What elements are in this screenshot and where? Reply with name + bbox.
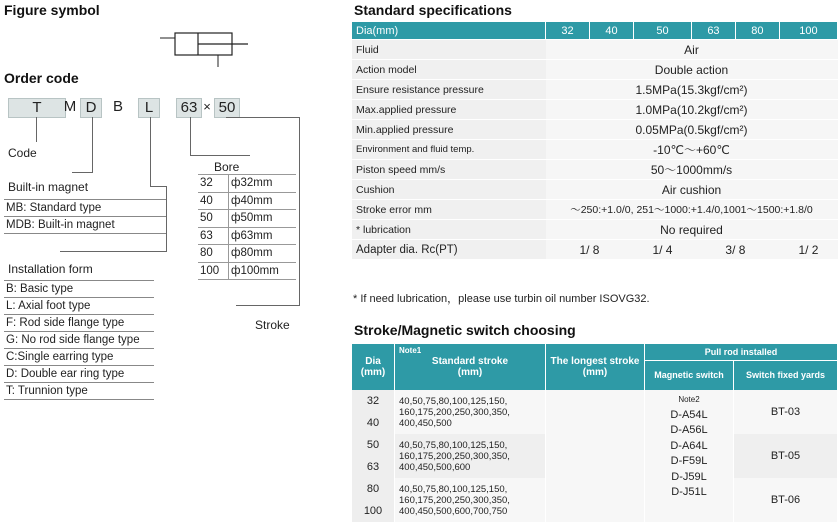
switch-model: D-J59L <box>671 470 707 483</box>
spec-label: Min.applied pressure <box>352 120 546 140</box>
spec-label: Stroke error mm <box>352 200 546 220</box>
spec-label: Max.applied pressure <box>352 100 546 120</box>
yards-cell: BT-06 <box>734 478 838 522</box>
spec-label: Environment and fluid temp. <box>352 140 546 160</box>
switch-header-pull: Pull rod installed <box>645 344 838 360</box>
install-item: B: Basic type <box>4 280 154 297</box>
bore-size: 80 <box>198 245 229 263</box>
bore-dia: ф80mm <box>229 245 297 263</box>
install-item: T: Trunnion type <box>4 382 154 400</box>
bore-dia: ф63mm <box>229 227 297 245</box>
code-T: T <box>8 98 66 118</box>
install-item: F: Rod side flange type <box>4 314 154 331</box>
spec-label: Piston speed mm/s <box>352 160 546 180</box>
adapter-value: 1/ 8 <box>546 240 634 260</box>
code-bore: 63 <box>176 98 202 118</box>
note1-label: Note1 <box>399 346 422 355</box>
dia-cell: 32 <box>352 390 395 412</box>
spec-header: 100 <box>779 22 837 40</box>
spec-value: No required <box>546 220 838 240</box>
switch-table <box>352 344 838 522</box>
note2-label: Note2 <box>678 395 700 404</box>
figure-symbol-title: Figure symbol <box>4 2 100 18</box>
install-item: D: Double ear ring type <box>4 365 154 382</box>
install-item: L: Axial foot type <box>4 297 154 314</box>
switch-header-longest: The longest stroke (mm) <box>546 344 645 390</box>
spec-title: Standard specifications <box>354 2 512 18</box>
dia-cell: 100 <box>352 500 395 522</box>
mb-type: MB: Standard type <box>6 202 102 214</box>
dia-cell: 63 <box>352 456 395 478</box>
spec-value: ～250:+1.0/0, 251～1000:+1.4/0,1001～1500:+1.8/0 <box>546 200 838 220</box>
bore-size: 100 <box>198 262 229 280</box>
code-label: Code <box>8 146 37 160</box>
spec-label: Ensure resistance pressure <box>352 80 546 100</box>
switch-model: D-A54L <box>670 408 708 421</box>
spec-label: Adapter dia. Rc(PT) <box>352 240 546 260</box>
spec-value: Double action <box>546 60 838 80</box>
line-code <box>36 117 37 142</box>
install-item: G: No rod side flange type <box>4 331 154 348</box>
spec-value: Air cushion <box>546 180 838 200</box>
spec-value: 1.0MPa(10.2kgf/cm²) <box>546 100 838 120</box>
cylinder-symbol <box>160 26 250 76</box>
switch-header-standard <box>395 344 546 390</box>
spec-header: 32 <box>546 22 590 40</box>
builtin-magnet-label: Built-in magnet <box>8 180 89 194</box>
switch-title: Stroke/Magnetic switch choosing <box>354 322 576 338</box>
bore-label: Bore <box>214 160 240 174</box>
spec-label: Fluid <box>352 40 546 60</box>
bore-size: 40 <box>198 192 229 210</box>
adapter-value: 1/ 2 <box>779 240 837 260</box>
code-times: × <box>203 99 211 114</box>
code-B: B <box>112 98 123 115</box>
standard-stroke-label: Standard stroke (mm) <box>431 356 509 378</box>
stroke-cell: 40,50,75,80,100,125,150, 160,175,200,250,300,350, 400,450,500 <box>395 390 546 434</box>
stroke-label: Stroke <box>255 318 290 332</box>
spec-value: 0.05MPa(0.5kgf/cm²) <box>546 120 838 140</box>
yards-cell: BT-03 <box>734 390 838 434</box>
magnetic-switch-list <box>645 390 734 522</box>
switch-header-dia: Dia (mm) <box>352 344 395 390</box>
bore-dia: ф40mm <box>229 192 297 210</box>
bore-size: 32 <box>198 175 229 193</box>
dia-cell: 50 <box>352 434 395 456</box>
yards-cell: BT-05 <box>734 434 838 478</box>
order-code-title: Order code <box>4 70 79 86</box>
bore-size: 50 <box>198 210 229 228</box>
spec-header: 80 <box>735 22 779 40</box>
spec-header-dia: Dia(mm) <box>352 22 546 40</box>
dia-cell: 40 <box>352 412 395 434</box>
spec-table <box>352 22 838 260</box>
spec-value: 1.5MPa(15.3kgf/cm²) <box>546 80 838 100</box>
spec-value: Air <box>546 40 838 60</box>
switch-model: D-J51L <box>671 486 707 498</box>
stroke-cell: 40,50,75,80,100,125,150, 160,175,200,250,300,350, 400,450,500,600 <box>395 434 546 478</box>
install-item: C:Single earring type <box>4 348 154 365</box>
spec-header: 40 <box>589 22 633 40</box>
bore-dia: ф50mm <box>229 210 297 228</box>
installation-form-label: Installation form <box>8 262 93 276</box>
bore-dia: ф100mm <box>229 262 297 280</box>
code-L: L <box>138 98 160 118</box>
spec-label: Action model <box>352 60 546 80</box>
spec-value: 50～1000mm/s <box>546 160 838 180</box>
switch-model: D-F59L <box>670 455 708 467</box>
spec-header: 63 <box>691 22 735 40</box>
spec-label: * lubrication <box>352 220 546 240</box>
spec-label: Cushion <box>352 180 546 200</box>
stroke-cell: 40,50,75,80,100,125,150, 160,175,200,250,300,350, 400,450,500,600,700,750 <box>395 478 546 522</box>
code-M: M <box>63 98 77 115</box>
adapter-value: 3/ 8 <box>691 240 779 260</box>
code-stroke: 50 <box>214 98 240 118</box>
dia-cell: 80 <box>352 478 395 500</box>
mdb-type: MDB: Built-in magnet <box>6 219 115 231</box>
lubrication-note: * If need lubrication，please use turbin oil number ISOVG32. <box>353 293 650 305</box>
switch-header-mag: Magnetic switch <box>645 360 734 390</box>
adapter-value: 1/ 4 <box>633 240 691 260</box>
switch-header-yards: Switch fixed yards <box>734 360 838 390</box>
switch-model: D-A64L <box>670 439 708 452</box>
bore-dia: ф32mm <box>229 175 297 193</box>
switch-model: D-A56L <box>670 424 708 436</box>
installation-list <box>4 280 154 400</box>
bore-size: 63 <box>198 227 229 245</box>
spec-value: -10℃～+60℃ <box>546 140 838 160</box>
spec-header: 50 <box>633 22 691 40</box>
code-D: D <box>80 98 102 118</box>
bore-table <box>198 174 296 280</box>
